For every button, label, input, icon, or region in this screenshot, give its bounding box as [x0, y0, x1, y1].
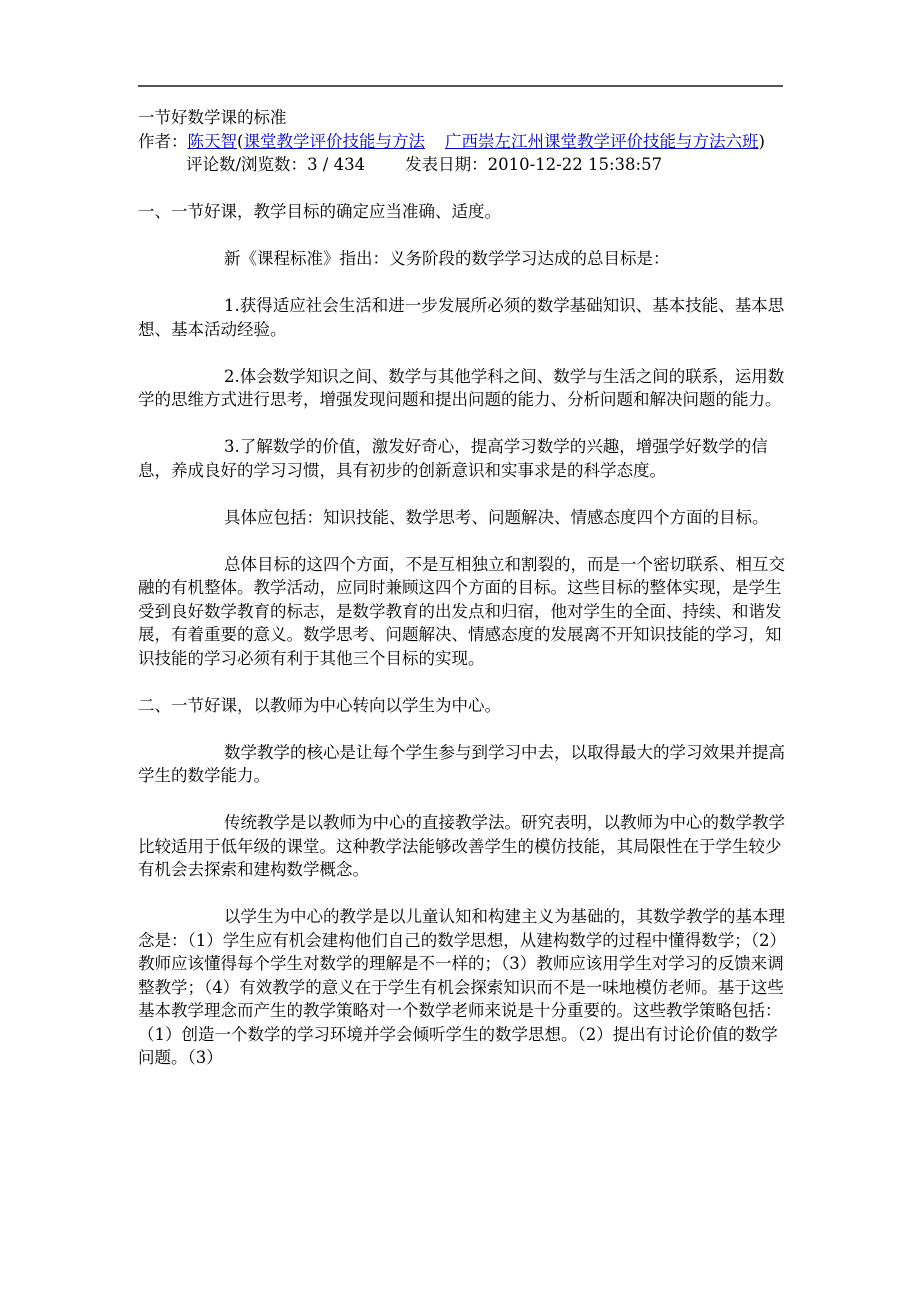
article-meta — [138, 130, 788, 177]
paragraph: 数学教学的核心是让每个学生参与到学习中去，以取得最大的学习效果并提高学生的数学能力。 — [138, 742, 785, 785]
stats-value: 3 / 434 — [307, 155, 366, 174]
article — [138, 106, 788, 1070]
top-divider — [138, 85, 783, 87]
date-label: 发表日期： — [405, 155, 488, 174]
paragraph: 3.了解数学的价值，激发好奇心，提高学习数学的兴趣，增强学好数学的信息，养成良好的学习习惯，具有初步的创新意识和实事求是的科学态度。 — [138, 437, 768, 480]
section-heading-2: 二、一节好课，以教师为中心转向以学生为中心。 — [138, 695, 501, 715]
paragraph: 1.获得适应社会生活和进一步发展所必须的数学基础知识、基本技能、基本思想、基本活动经验。 — [138, 296, 785, 339]
paragraph: 传统教学是以教师为中心的直接教学法。研究表明，以教师为中心的数学教学比较适用于低年级的课堂。这种教学法能够改善学生的模仿技能，其局限性在于学生较少有机会去探索和建构数学概念。 — [138, 813, 785, 879]
article-title: 一节好数学课的标准 — [138, 108, 287, 127]
date-value: 2010-12-22 15:38:57 — [487, 155, 663, 174]
paragraph: 2.体会数学知识之间、数学与其他学科之间、数学与生活之间的联系，运用数学的思维方式进行思考，增强发现问题和提出问题的能力、分析问题和解决问题的能力。 — [138, 366, 785, 409]
paren-open: ( — [237, 131, 244, 151]
author-link[interactable]: 陈天智 — [187, 131, 237, 151]
paragraph: 具体应包括：知识技能、数学思考、问题解决、情感态度四个方面的目标。 — [224, 507, 769, 527]
author-label: 作者： — [138, 131, 188, 151]
paragraph: 总体目标的这四个方面，不是互相独立和割裂的，而是一个密切联系、相互交融的有机整体。教学活动，应同时兼顾这四个方面的目标。这些目标的整体实现，是学生受到良好数学教育的标志，是数学教育的出发点和归宿，他对学生的全面、持续、和谐发展，有着重要的意义。数学思考、问题解决、情感态度的发展离不开知识技能的学习，知识技能的学习必须有利于其他三个目标的实现。 — [138, 554, 785, 668]
stats-label: 评论数/浏览数： — [186, 155, 308, 174]
section-heading-1: 一、一节好课，教学目标的确定应当准确、适度。 — [138, 202, 501, 221]
class-link[interactable]: 广西崇左江州课堂教学评价技能与方法六班 — [444, 131, 759, 151]
category-link[interactable]: 课堂教学评价技能与方法 — [243, 131, 425, 151]
paragraph: 新《课程标准》指出：义务阶段的数学学习达成的总目标是： — [224, 249, 670, 268]
paren-close: ) — [758, 131, 765, 151]
paragraph: 以学生为中心的教学是以儿童认知和构建主义为基础的，其数学教学的基本理念是：（1）学生应有机会建构他们自己的数学思想，从建构数学的过程中懂得数学；（2）教师应该懂得每个学生对数学的理解是不一样的；（3）教师应该用学生对学习的反馈来调整教学；（4）有效教学的意义在于学生有机会探索知识而不是一味地模仿老师。基于这些基本教学理念而产生的教学策略对一个数学老师来说是十分重要的。这些教学策略包括：（1）创造一个数学的学习环境并学会倾听学生的数学思想。（2）提出有讨论价值的数学问题。（3） — [138, 907, 786, 1067]
